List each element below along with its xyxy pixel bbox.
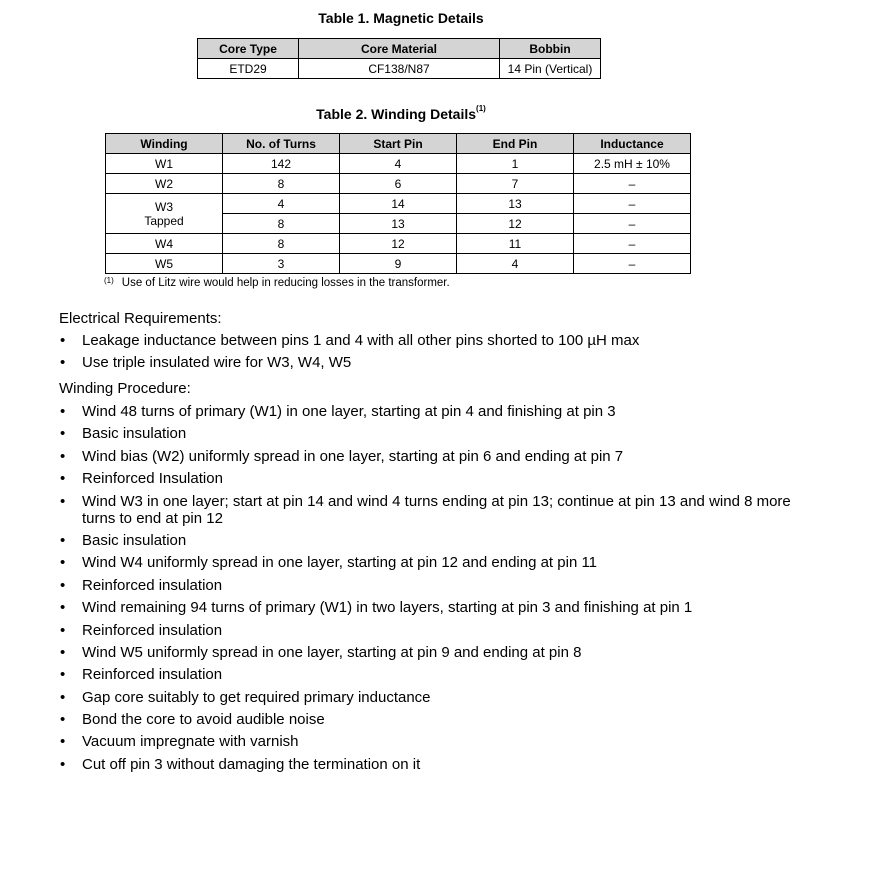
start-pin-cell: 6	[340, 174, 457, 194]
list-item: • Bond the core to avoid audible noise	[59, 711, 819, 728]
table2-caption-text: Table 2. Winding Details	[316, 106, 477, 122]
end-pin-cell: 12	[457, 214, 574, 234]
inductance-cell: –	[574, 254, 691, 274]
table-footnote	[104, 277, 450, 289]
list-item: • Reinforced insulation	[59, 577, 819, 594]
winding-procedure-list	[59, 403, 819, 778]
list-item: • Wind remaining 94 turns of primary (W1) in two layers, starting at pin 3 and finishing at pin 1	[59, 599, 819, 616]
list-item: • Wind 48 turns of primary (W1) in one layer, starting at pin 4 and finishing at pin 3	[59, 403, 819, 420]
winding-cell: W1	[106, 154, 223, 174]
list-item: • Wind bias (W2) uniformly spread in one layer, starting at pin 6 and ending at pin 7	[59, 448, 819, 465]
end-pin-cell: 13	[457, 194, 574, 214]
footnote-mark: (1)	[104, 276, 114, 285]
table-header-row	[106, 134, 691, 154]
winding-cell: W4	[106, 234, 223, 254]
winding-name: W3	[155, 199, 173, 214]
table-cell: CF138/N87	[299, 59, 500, 79]
list-item: • Wind W4 uniformly spread in one layer, starting at pin 12 and ending at pin 11	[59, 554, 819, 571]
inductance-cell: –	[574, 174, 691, 194]
end-pin-cell: 11	[457, 234, 574, 254]
start-pin-cell: 4	[340, 154, 457, 174]
table-cell: 14 Pin (Vertical)	[500, 59, 601, 79]
table-row	[106, 234, 691, 254]
column-header: Start Pin	[340, 134, 457, 154]
inductance-cell: –	[574, 214, 691, 234]
table1-caption: Table 1. Magnetic Details	[318, 10, 484, 26]
turns-cell: 4	[223, 194, 340, 214]
start-pin-cell: 12	[340, 234, 457, 254]
table-row	[198, 59, 601, 79]
table-row	[106, 194, 691, 214]
inductance-cell: –	[574, 194, 691, 214]
turns-cell: 8	[223, 214, 340, 234]
winding-cell: W5	[106, 254, 223, 274]
start-pin-cell: 14	[340, 194, 457, 214]
table2-caption	[0, 106, 847, 122]
magnetic-details-table	[197, 38, 601, 79]
winding-sublabel: Tapped	[144, 213, 184, 228]
table-cell: ETD29	[198, 59, 299, 79]
list-item: • Use triple insulated wire for W3, W4, W5	[59, 354, 819, 371]
column-header: Core Type	[198, 39, 299, 59]
list-item: • Reinforced insulation	[59, 622, 819, 639]
end-pin-cell: 4	[457, 254, 574, 274]
inductance-cell: –	[574, 234, 691, 254]
end-pin-cell: 7	[457, 174, 574, 194]
start-pin-cell: 13	[340, 214, 457, 234]
column-header: Inductance	[574, 134, 691, 154]
table-row	[106, 174, 691, 194]
footnote-reference: (1)	[476, 104, 486, 113]
turns-cell: 142	[223, 154, 340, 174]
turns-cell: 8	[223, 234, 340, 254]
column-header: End Pin	[457, 134, 574, 154]
column-header: Winding	[106, 134, 223, 154]
electrical-requirements-heading: Electrical Requirements:	[59, 310, 222, 327]
list-item: • Leakage inductance between pins 1 and 4 with all other pins shorted to 100 µH max	[59, 332, 819, 349]
start-pin-cell: 9	[340, 254, 457, 274]
winding-details-table	[105, 133, 691, 274]
list-item: • Vacuum impregnate with varnish	[59, 733, 819, 750]
list-item: • Gap core suitably to get required primary inductance	[59, 689, 819, 706]
electrical-requirements-list	[59, 332, 819, 377]
list-item: • Reinforced Insulation	[59, 470, 819, 487]
turns-cell: 3	[223, 254, 340, 274]
turns-cell: 8	[223, 174, 340, 194]
list-item: • Wind W5 uniformly spread in one layer, starting at pin 9 and ending at pin 8	[59, 644, 819, 661]
end-pin-cell: 1	[457, 154, 574, 174]
winding-procedure-heading: Winding Procedure:	[59, 380, 191, 397]
table-row	[106, 254, 691, 274]
column-header: Core Material	[299, 39, 500, 59]
table-row	[106, 154, 691, 174]
list-item: • Wind W3 in one layer; start at pin 14 and wind 4 turns ending at pin 13; continue at pin 13 and wind 8 more turns to end at pin 12	[59, 493, 819, 527]
winding-cell	[106, 194, 223, 234]
table-header-row	[198, 39, 601, 59]
inductance-cell: 2.5 mH ± 10%	[574, 154, 691, 174]
list-item: • Basic insulation	[59, 425, 819, 442]
column-header: Bobbin	[500, 39, 601, 59]
list-item: • Cut off pin 3 without damaging the termination on it	[59, 756, 819, 773]
column-header: No. of Turns	[223, 134, 340, 154]
winding-cell: W2	[106, 174, 223, 194]
list-item: • Reinforced insulation	[59, 666, 819, 683]
list-item: • Basic insulation	[59, 532, 819, 549]
footnote-text: Use of Litz wire would help in reducing losses in the transformer.	[121, 277, 450, 289]
